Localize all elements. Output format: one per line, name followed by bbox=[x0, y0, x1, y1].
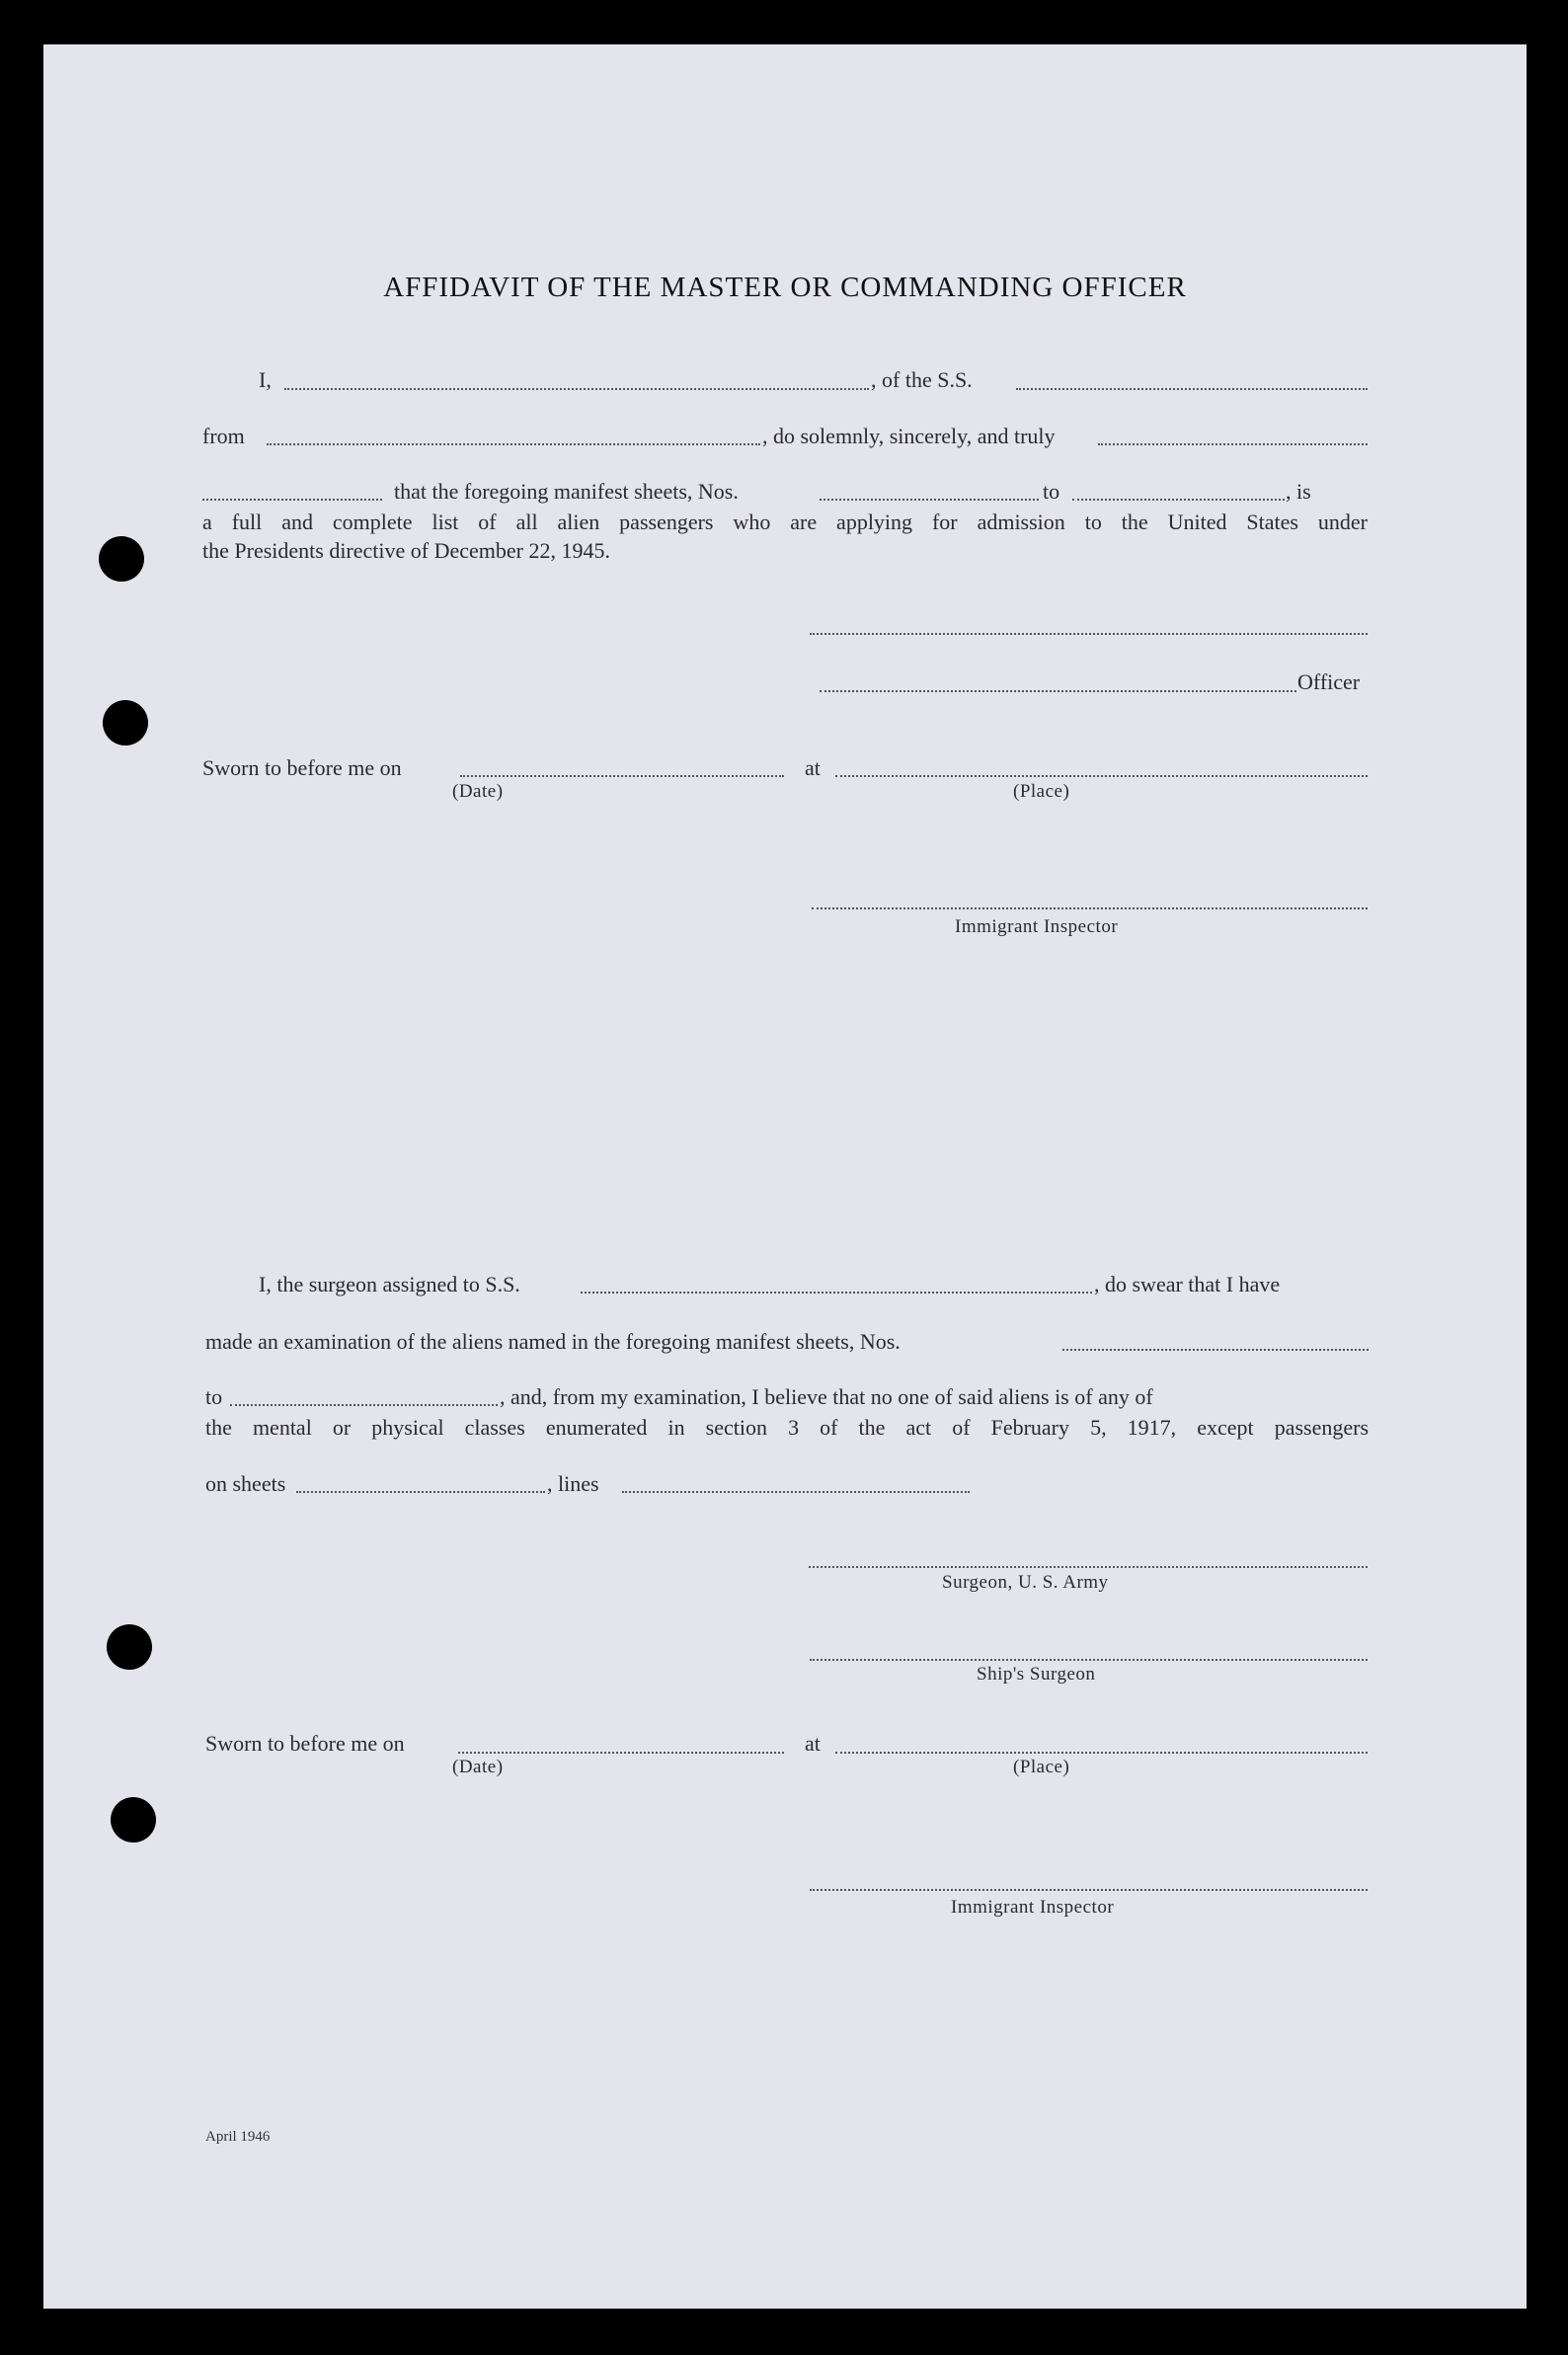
ships-surgeon-label: Ship's Surgeon bbox=[977, 1664, 1096, 1685]
inspector-label: Immigrant Inspector bbox=[955, 916, 1119, 937]
surgeon-inspector-label: Immigrant Inspector bbox=[951, 1897, 1115, 1918]
surgeon-place-label: (Place) bbox=[1013, 1757, 1070, 1777]
surgeon-inspector-signature-field[interactable] bbox=[810, 1889, 1368, 1891]
punch-hole bbox=[99, 536, 144, 582]
oath-field[interactable] bbox=[1098, 443, 1368, 445]
form-date: April 1946 bbox=[205, 2129, 271, 2145]
surgeon-sheet-nos-field[interactable] bbox=[1062, 1349, 1369, 1351]
master-name-field[interactable] bbox=[284, 388, 869, 390]
surgeon-sworn-date-field[interactable] bbox=[458, 1752, 784, 1754]
solemnly-text: , do solemnly, sincerely, and truly bbox=[762, 424, 1056, 448]
from-text: from bbox=[202, 424, 245, 448]
surgeon-ship-field[interactable] bbox=[581, 1292, 1092, 1294]
lines-text: , lines bbox=[547, 1471, 599, 1496]
surgeon-line1a: I, the surgeon assigned to S.S. bbox=[259, 1272, 520, 1296]
punch-hole bbox=[111, 1797, 156, 1843]
surgeon-to-text: to bbox=[205, 1384, 223, 1409]
excepted-sheets-field[interactable] bbox=[296, 1491, 545, 1493]
punch-hole bbox=[103, 700, 148, 746]
master-i: I, bbox=[259, 367, 272, 392]
ships-surgeon-signature-field[interactable] bbox=[810, 1659, 1368, 1661]
to-text: to bbox=[1043, 479, 1060, 504]
punch-hole bbox=[107, 1624, 152, 1670]
surgeon-sworn-place-field[interactable] bbox=[835, 1752, 1368, 1754]
from-port-field[interactable] bbox=[267, 443, 760, 445]
of-the-ss-text: , of the S.S. bbox=[871, 367, 973, 392]
surgeon-sworn-text: Sworn to before me on bbox=[205, 1731, 405, 1756]
sworn-place-field[interactable] bbox=[835, 775, 1368, 777]
sworn-text: Sworn to before me on bbox=[202, 755, 402, 780]
is-text: , is bbox=[1286, 479, 1311, 504]
form-sheet bbox=[43, 44, 1527, 2309]
surgeon-sheet-to-field[interactable] bbox=[230, 1404, 498, 1406]
surgeon-line2: made an examination of the aliens named in the foregoing manifest sheets, Nos. bbox=[205, 1329, 901, 1354]
army-surgeon-signature-field[interactable] bbox=[809, 1566, 1368, 1568]
form-title: AFFIDAVIT OF THE MASTER OR COMMANDING OFFICER bbox=[383, 272, 1187, 303]
master-statement-line3: the Presidents directive of December 22, 1945. bbox=[202, 538, 610, 563]
date-label: (Date) bbox=[452, 781, 504, 802]
master-signature-field[interactable] bbox=[810, 633, 1368, 635]
sheet-nos-to-field[interactable] bbox=[1072, 499, 1285, 501]
place-label: (Place) bbox=[1013, 781, 1070, 802]
officer-signature-field[interactable] bbox=[820, 690, 1296, 692]
surgeon-date-label: (Date) bbox=[452, 1757, 504, 1777]
inspector-signature-field[interactable] bbox=[812, 907, 1368, 909]
army-surgeon-label: Surgeon, U. S. Army bbox=[942, 1572, 1109, 1593]
oath-continued-field[interactable] bbox=[202, 499, 382, 501]
excepted-lines-field[interactable] bbox=[622, 1491, 970, 1493]
foregoing-text: that the foregoing manifest sheets, Nos. bbox=[394, 479, 739, 504]
master-statement-line2: a full and complete list of all alien passengers who are applying for admission to the United States under bbox=[202, 510, 1368, 534]
surgeon-line3: , and, from my examination, I believe that no one of said aliens is of any of bbox=[500, 1384, 1153, 1409]
sheet-nos-from-field[interactable] bbox=[820, 499, 1039, 501]
sworn-date-field[interactable] bbox=[460, 775, 784, 777]
surgeon-line4: the mental or physical classes enumerated in section 3 of the act of February 5, 1917, except passengers bbox=[205, 1415, 1369, 1440]
on-sheets-text: on sheets bbox=[205, 1471, 286, 1496]
at-text: at bbox=[805, 755, 821, 780]
surgeon-at-text: at bbox=[805, 1731, 821, 1756]
officer-label: Officer bbox=[1297, 669, 1361, 694]
surgeon-line1b: , do swear that I have bbox=[1094, 1272, 1281, 1296]
ship-name-field[interactable] bbox=[1016, 388, 1368, 390]
